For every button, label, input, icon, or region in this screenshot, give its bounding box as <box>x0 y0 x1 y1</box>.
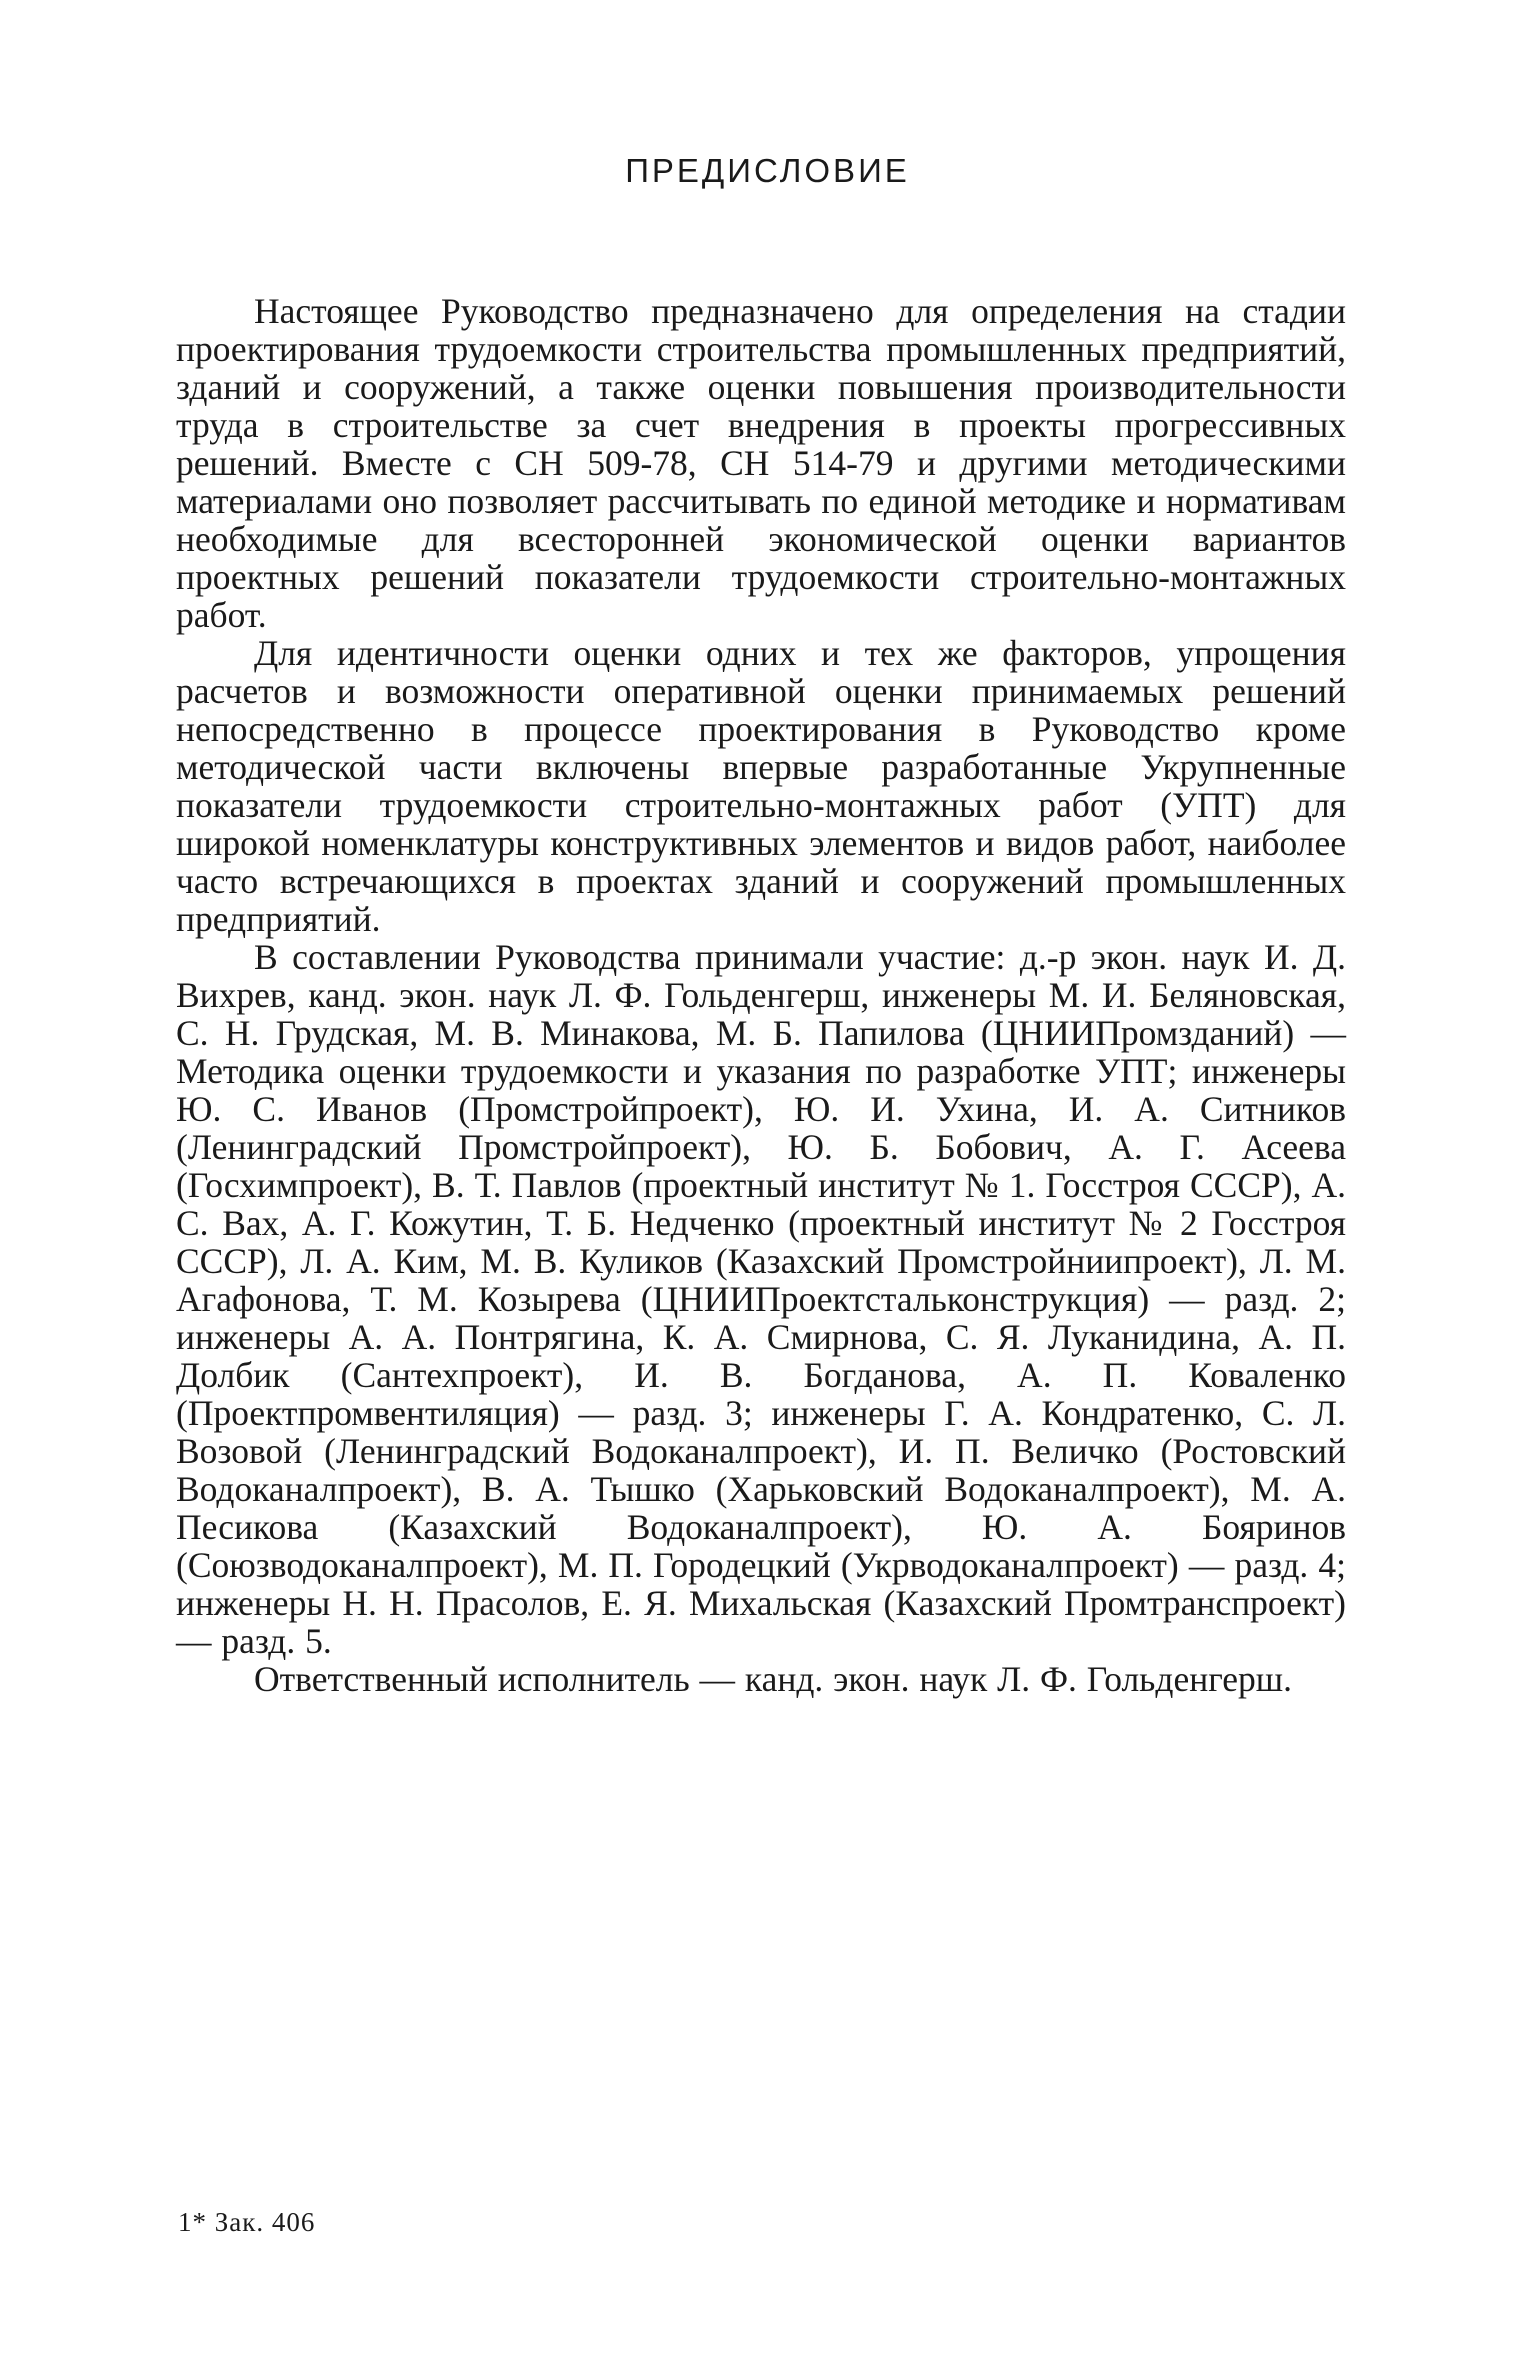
preface-body <box>176 292 1346 1698</box>
page-title: ПРЕДИСЛОВИЕ <box>625 152 910 189</box>
paragraph-authors: В составлении Руководства принимали участие: д.-р экон. наук И. Д. Вихрев, канд. экон. наук Л. Ф. Гольденгерш, инженеры М. И. Беляновская, С. Н. Грудская, М. В. Минакова, М. Б. Папилова (ЦНИИПромзданий) — Методика оценки трудоемкости и указания по разработке УПТ; инженеры Ю. С. Иванов (Промстройпроект), Ю. И. Ухина, И. А. Ситников (Ленинградский Промстройпроект), Ю. Б. Бобович, А. Г. Асеева (Госхимпроект), В. Т. Павлов (проектный институт № 1. Госстроя СССР), А. С. Вах, А. Г. Кожутин, Т. Б. Недченко (проектный институт № 2 Госстроя СССР), Л. А. Ким, М. В. Куликов (Казахский Промстройниипроект), Л. М. Агафонова, Т. М. Козырева (ЦНИИПроектстальконструкция) — разд. 2; инженеры А. А. Понтрягина, К. А. Смирнова, С. Я. Луканидина, А. П. Долбик (Сантехпроект), И. В. Богданова, А. П. Коваленко (Проектпромвентиляция) — разд. 3; инженеры Г. А. Кондратенко, С. Л. Возовой (Ленинградский Водоканалпроект), И. П. Величко (Ростовский Водоканалпроект), В. А. Тышко (Харьковский Водоканалпроект), М. А. Песикова (Казахский Водоканалпроект), Ю. А. Бояринов (Союзводоканалпроект), М. П. Городецкий (Укрводоканалпроект) — разд. 4; инженеры Н. Н. Прасолов, Е. Я. Михальская (Казахский Промтранспроект) — разд. 5. <box>176 937 1346 1661</box>
print-order-note: 1* Зак. 406 <box>178 2207 316 2237</box>
paragraph-responsible: Ответственный исполнитель — канд. экон. наук Л. Ф. Гольденгерш. <box>254 1659 1293 1699</box>
paragraph-upt: Для идентичности оценки одних и тех же факторов, упрощения расчетов и возможности оперативной оценки принимаемых решений непосредственно в процессе проектирования в Руководство кроме методической части включены впервые разработанные Укрупненные показатели трудоемкости строительно-монтажных работ (УПТ) для широкой номенклатуры конструктивных элементов и видов работ, наиболее часто встречающихся в проектах зданий и сооружений промышленных предприятий. <box>176 633 1346 939</box>
paragraph-purpose: Настоящее Руководство предназначено для определения на стадии проектирования трудоемкости строительства промышленных предприятий, зданий и сооружений, а также оценки повышения производительности труда в строительстве за счет внедрения в проекты прогрессивных решений. Вместе с СН 509-78, СН 514-79 и другими методическими материалами оно позволяет рассчитывать по единой методике и нормативам необходимые для всесторонней экономической оценки вариантов проектных решений показатели трудоемкости строительно-монтажных работ. <box>176 291 1346 635</box>
